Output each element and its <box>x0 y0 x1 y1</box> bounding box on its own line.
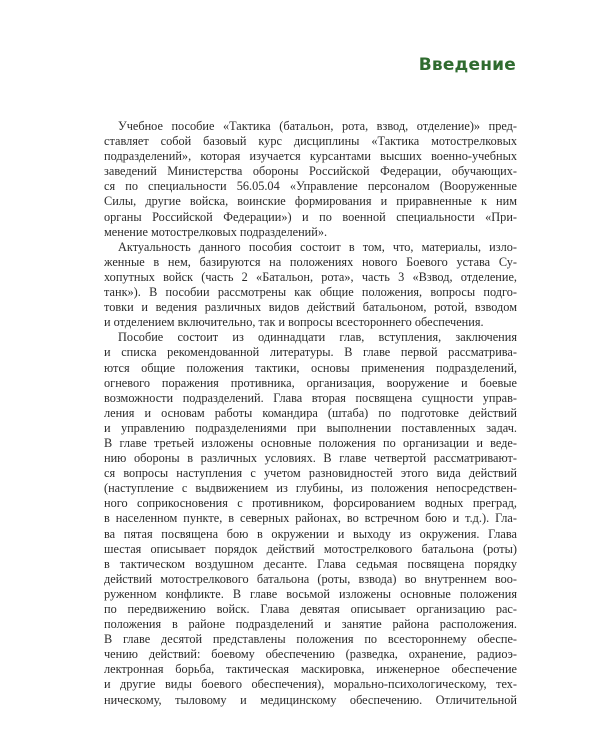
text-line: ся вопросы наступления с учетом разновидностей этого вида действий <box>104 466 517 481</box>
text-line: (наступление с выдвижением из глубины, из положения непосредствен- <box>104 481 517 496</box>
text-line: товки и ведения различных видов действий батальоном, ротой, взводом <box>104 300 517 315</box>
text-line: лектронная борьба, тактическая маскировка, инженерное обеспечение <box>104 662 517 677</box>
text-line: чению действий: боевому обеспечению (разведка, охранение, радиоэ- <box>104 647 517 662</box>
text-line: Учебное пособие «Тактика (батальон, рота, взвод, отделение)» пред- <box>118 119 517 133</box>
text-line: огневого поражения противника, организация, вооружение и боевые <box>104 375 517 390</box>
text-line: в тактическом воздушном десанте. Глава седьмая посвящена порядку <box>104 556 517 571</box>
text-line: танк»). В пособии рассмотрены как общие положения, вопросы подго- <box>104 285 517 300</box>
text-line: шестая описывает порядок действий мотострелкового батальона (роты) <box>104 541 517 556</box>
body-text <box>104 119 517 708</box>
text-line: ва пятая посвящена бою в окружении и выходу из окружения. Глава <box>104 526 517 541</box>
text-line: ного соприкосновения с противником, форсированием водных преград, <box>104 496 517 511</box>
text-line: В главе третьей изложены основные положения по организации и веде- <box>104 435 517 450</box>
text-line: женные в нем, базируются на положениях нового Боевого устава Су- <box>104 254 517 269</box>
text-line: Актуальность данного пособия состоит в том, что, материалы, изло- <box>118 239 517 254</box>
text-line: заведений Министерства обороны Российской Федерации, обучающих- <box>104 164 517 179</box>
text-line: ся по специальности 56.05.04 «Управление персоналом (Вооруженные <box>104 179 517 194</box>
text-line: ются общие положения тактики, основы применения подразделений, <box>104 360 517 375</box>
text-line: руженном конфликте. В главе восьмой изложены основные положения <box>104 586 517 601</box>
text-line: в населенном пункте, в северных районах, во встречном бою и т.д.). Гла- <box>104 511 517 526</box>
text-line: нию обороны в различных условиях. В главе четвертой рассматривают- <box>104 451 517 466</box>
text-line: ставляет собой базовый курс дисциплины «Тактика мотострелковых <box>104 134 517 149</box>
text-line: Силы, другие войска, воинские формирования и приравненные к ним <box>104 194 517 209</box>
text-line: положения в районе подразделений и занятие района расположения. <box>104 617 517 632</box>
text-line: действий мотострелкового батальона (роты, взвода) во внутреннем воо- <box>104 571 517 586</box>
text-line: Пособие состоит из одиннадцати глав, вступления, заключения <box>118 330 517 345</box>
text-line: подразделений», которая изучается курсантами высших военно-учебных <box>104 149 517 164</box>
text-line: и списка рекомендованной литературы. В главе первой рассматрива- <box>104 345 517 360</box>
text-line: и отделением включительно, так и вопросы всестороннего обеспечения. <box>104 315 484 330</box>
text-line: органы Российской Федерации») и по военной специальности «При- <box>104 209 517 224</box>
text-line: и управлению подразделениями при выполнении поставленных задач. <box>104 420 517 435</box>
text-line: ническому, тыловому и медицинскому обеспечению. Отличительной <box>104 692 517 707</box>
text-line: и другие виды боевого обеспечения), морально-психологическому, тех- <box>104 677 517 692</box>
text-line: хопутных войск (часть 2 «Батальон, рота», часть 3 «Взвод, отделение, <box>104 269 517 284</box>
text-line: возможности подразделений. Глава вторая посвящена сущности управ- <box>104 390 517 405</box>
text-line: по передвижению войск. Глава девятая описывает организацию рас- <box>104 602 517 616</box>
section-heading: Введение <box>418 55 516 75</box>
text-line: В главе десятой представлены положения по всестороннему обеспе- <box>104 632 517 647</box>
text-line: менение мотострелковых подразделений». <box>104 224 328 239</box>
text-line: ления и основам работы командира (штаба) по подготовке действий <box>104 405 517 420</box>
